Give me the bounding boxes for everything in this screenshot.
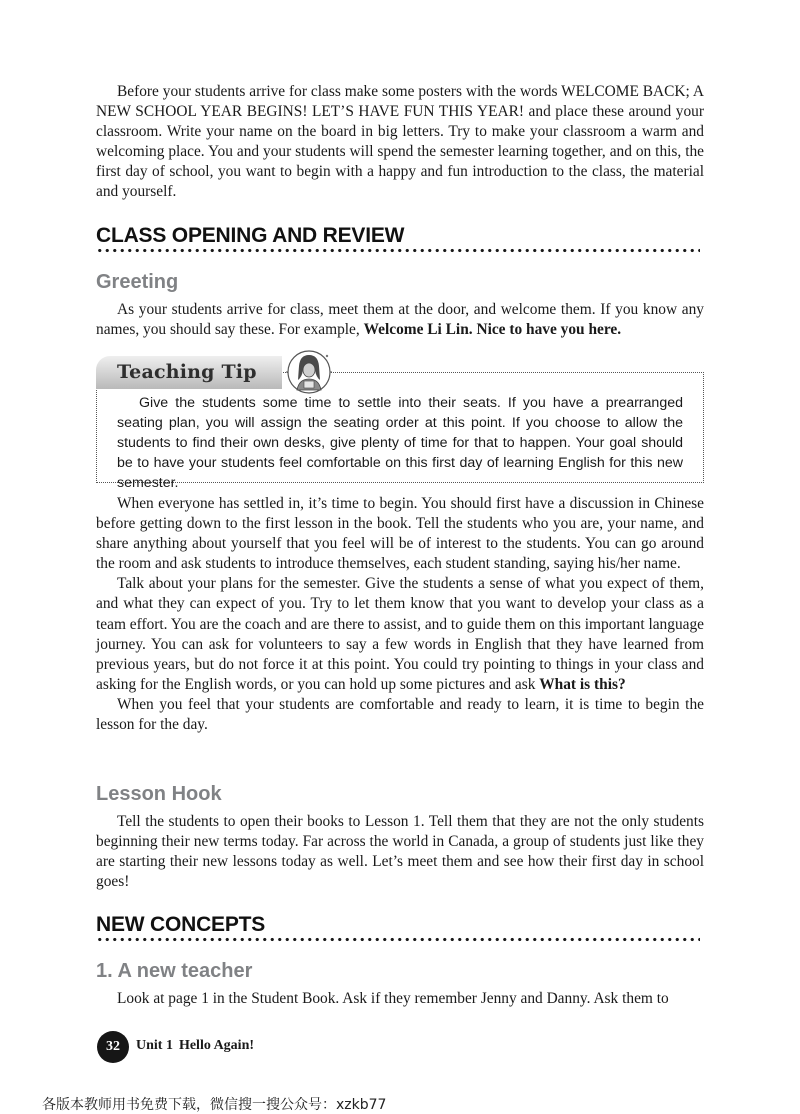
discussion-paragraph-2-text: Talk about your plans for the semester. Give the students a sense of what you expect of them, and what they can expect of you. Try to let them know that you want to develop your class as a team effort. You are the coach and are there to assist, and to guide them on this important language journey. You can ask for volunteers to say a few words in English that they have learned from previous years, but do not force it at this point. You could try pointing to things in your class and asking for the English words, or you can hold up some pictures and ask <box>96 575 704 693</box>
teaching-tip-label-text: Teaching Tip <box>117 361 257 383</box>
teaching-tip-text: Give the students some time to settle into their seats. If you have a prearranged seating plan, you will assign the seating order at this point. If you choose to allow the students to find their own desks, give plenty of time for that to happen. Your goal should be to have your students feel comfortable on this first day of learning English for this new semester. <box>117 395 683 492</box>
page-number-badge <box>97 1031 129 1063</box>
intro-block <box>96 82 704 203</box>
new-teacher-heading: 1. A new teacher <box>96 960 253 982</box>
discussion-paragraph-1: When everyone has settled in, it’s time to begin. You should first have a discussion in Chinese before getting down to the first lesson in the book. Tell the students who you are, your name, and share anything about yourself that you feel will be of interest to the students. You can go around the room and ask students to introduce themselves, each student standing, saying his/her name. <box>96 495 704 573</box>
greeting-text: As your students arrive for class, meet them at the door, and welcome them. If you know any names, you should say these. For example, <box>96 301 704 339</box>
greeting-block <box>96 300 704 340</box>
new-teacher-block <box>96 989 704 1009</box>
section-heading-new-concepts <box>96 914 700 942</box>
section-title: NEW CONCEPTS <box>96 913 266 936</box>
discussion-paragraph-2 <box>96 574 704 695</box>
lesson-hook-paragraph: Tell the students to open their books to Lesson 1. Tell them that they are not the only students beginning their new terms today. Far across the world in Canada, a group of students just like they are starting their new lessons today as well. Let’s meet them and see how their first day in school goes! <box>96 813 704 891</box>
page-number: 32 <box>106 1039 120 1054</box>
discussion-paragraph-2-bold: What is this? <box>539 675 626 693</box>
new-teacher-paragraph: Look at page 1 in the Student Book. Ask if they remember Jenny and Danny. Ask them to <box>117 990 669 1007</box>
section-title: CLASS OPENING AND REVIEW <box>96 224 405 247</box>
teaching-tip-label <box>96 356 282 389</box>
unit-title: Hello Again! <box>178 1038 255 1053</box>
discussion-block <box>96 494 704 735</box>
dotted-rule <box>96 248 700 253</box>
discussion-paragraph-3: When you feel that your students are comfortable and ready to learn, it is time to begin the lesson for the day. <box>96 695 704 734</box>
section-heading-class-opening <box>96 225 700 253</box>
intro-paragraph: Before your students arrive for class make some posters with the words WELCOME BACK; A NEW SCHOOL YEAR BEGINS! LET’S HAVE FUN THIS YEAR! and place these around your classroom. Write your name on the board in big letters. Try to make your classroom a warm and welcoming place. You and your students will spend the semester learning together, and on this, the first day of school, you want to begin with a happy and fun introduction to the class, the material and yourself. <box>96 83 704 201</box>
greeting-heading: Greeting <box>96 271 179 293</box>
greeting-paragraph <box>96 300 704 340</box>
greeting-example: Welcome Li Lin. Nice to have you here. <box>363 321 622 339</box>
teacher-portrait-icon <box>286 350 334 396</box>
download-notice: 各版本教师用书免费下载，微信搜一搜公众号：xzkb77 <box>42 1097 387 1113</box>
unit-label <box>136 1038 254 1054</box>
unit-number: Unit 1 <box>136 1038 173 1053</box>
lesson-hook-block <box>96 812 704 892</box>
lesson-hook-heading: Lesson Hook <box>96 783 222 805</box>
dotted-rule <box>96 937 700 942</box>
